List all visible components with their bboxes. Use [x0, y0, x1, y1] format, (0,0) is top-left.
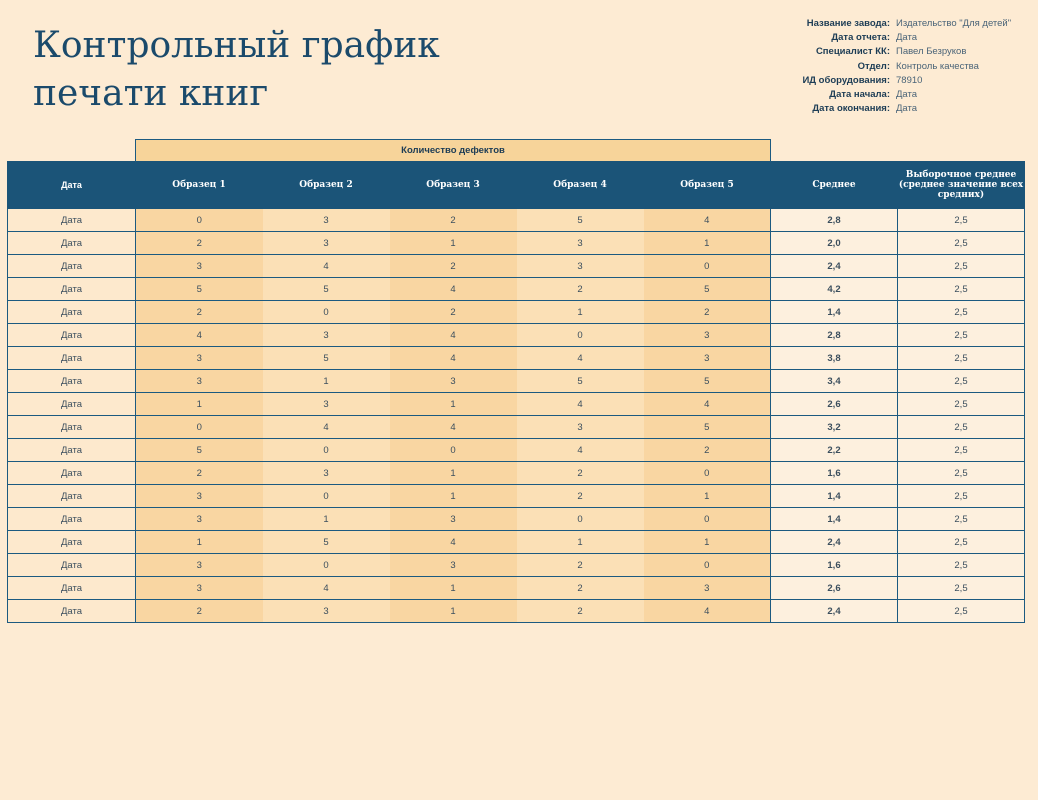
- table-body: [8, 209, 1025, 623]
- cell-grand-average[interactable]: 2,5: [898, 255, 1025, 278]
- cell-sample-5[interactable]: 3: [644, 577, 771, 600]
- cell-average[interactable]: 1,4: [771, 301, 898, 324]
- column-header-sample-1[interactable]: Образец 1: [136, 162, 263, 209]
- cell-sample-2[interactable]: 5: [263, 531, 390, 554]
- cell-average[interactable]: 2,6: [771, 577, 898, 600]
- cell-sample-3[interactable]: 1: [390, 600, 517, 623]
- cell-sample-4[interactable]: 1: [517, 531, 644, 554]
- cell-average[interactable]: 1,4: [771, 508, 898, 531]
- cell-average[interactable]: 2,4: [771, 600, 898, 623]
- cell-sample-1[interactable]: 5: [136, 439, 263, 462]
- cell-sample-5[interactable]: 5: [644, 370, 771, 393]
- table-row: [8, 508, 1025, 531]
- cell-average[interactable]: 2,2: [771, 439, 898, 462]
- cell-sample-3[interactable]: 3: [390, 508, 517, 531]
- info-value[interactable]: Дата: [896, 103, 918, 115]
- info-label: ИД оборудования:: [802, 74, 890, 86]
- info-label: Отдел:: [857, 60, 890, 72]
- defects-table: [7, 139, 1025, 623]
- report-info: [760, 17, 1030, 116]
- cell-date[interactable]: Дата: [8, 278, 136, 301]
- column-header-row: [8, 162, 1025, 209]
- cell-sample-2[interactable]: 0: [263, 439, 390, 462]
- cell-sample-1[interactable]: 5: [136, 278, 263, 301]
- cell-date[interactable]: Дата: [8, 393, 136, 416]
- cell-sample-1[interactable]: 0: [136, 416, 263, 439]
- cell-sample-2[interactable]: 3: [263, 393, 390, 416]
- cell-sample-3[interactable]: 3: [390, 370, 517, 393]
- cell-sample-2[interactable]: 3: [263, 462, 390, 485]
- cell-sample-4[interactable]: 0: [517, 324, 644, 347]
- cell-sample-5[interactable]: 0: [644, 554, 771, 577]
- cell-sample-3[interactable]: 1: [390, 577, 517, 600]
- cell-sample-2[interactable]: 4: [263, 255, 390, 278]
- cell-date[interactable]: Дата: [8, 531, 136, 554]
- info-label: Дата отчета:: [831, 32, 890, 44]
- cell-sample-2[interactable]: 0: [263, 485, 390, 508]
- cell-sample-3[interactable]: 1: [390, 232, 517, 255]
- cell-sample-5[interactable]: 0: [644, 508, 771, 531]
- cell-sample-3[interactable]: 4: [390, 416, 517, 439]
- column-header-average[interactable]: Среднее: [771, 162, 898, 209]
- cell-sample-1[interactable]: 3: [136, 577, 263, 600]
- cell-date[interactable]: Дата: [8, 301, 136, 324]
- column-header-sample-5[interactable]: Образец 5: [644, 162, 771, 209]
- cell-sample-4[interactable]: 5: [517, 370, 644, 393]
- cell-grand-average[interactable]: 2,5: [898, 393, 1025, 416]
- cell-sample-1[interactable]: 3: [136, 347, 263, 370]
- cell-average[interactable]: 2,8: [771, 324, 898, 347]
- column-header-grand-average[interactable]: Выборочное среднее (среднее значение всех средних): [898, 162, 1025, 209]
- info-value[interactable]: Дата: [896, 89, 918, 101]
- cell-sample-1[interactable]: 3: [136, 370, 263, 393]
- cell-sample-2[interactable]: 0: [263, 554, 390, 577]
- cell-sample-5[interactable]: 1: [644, 485, 771, 508]
- cell-average[interactable]: 4,2: [771, 278, 898, 301]
- cell-average[interactable]: 1,6: [771, 554, 898, 577]
- cell-date[interactable]: Дата: [8, 554, 136, 577]
- cell-sample-2[interactable]: 3: [263, 600, 390, 623]
- cell-sample-2[interactable]: 0: [263, 301, 390, 324]
- cell-sample-2[interactable]: 5: [263, 347, 390, 370]
- cell-sample-3[interactable]: 1: [390, 462, 517, 485]
- cell-date[interactable]: Дата: [8, 485, 136, 508]
- cell-sample-1[interactable]: 1: [136, 393, 263, 416]
- cell-sample-3[interactable]: 1: [390, 485, 517, 508]
- cell-sample-4[interactable]: 2: [517, 600, 644, 623]
- cell-sample-2[interactable]: 1: [263, 508, 390, 531]
- cell-average[interactable]: 2,8: [771, 209, 898, 232]
- cell-sample-2[interactable]: 3: [263, 209, 390, 232]
- cell-sample-3[interactable]: 4: [390, 347, 517, 370]
- cell-grand-average[interactable]: 2,5: [898, 347, 1025, 370]
- cell-grand-average[interactable]: 2,5: [898, 508, 1025, 531]
- info-value[interactable]: Издательство "Для детей": [896, 18, 1012, 29]
- cell-sample-4[interactable]: 0: [517, 508, 644, 531]
- cell-sample-1[interactable]: 3: [136, 485, 263, 508]
- cell-sample-5[interactable]: 1: [644, 232, 771, 255]
- cell-sample-2[interactable]: 5: [263, 278, 390, 301]
- info-value[interactable]: 78910: [896, 74, 923, 86]
- cell-date[interactable]: Дата: [8, 439, 136, 462]
- cell-sample-2[interactable]: 1: [263, 370, 390, 393]
- cell-sample-4[interactable]: 2: [517, 462, 644, 485]
- cell-sample-4[interactable]: 4: [517, 393, 644, 416]
- column-header-sample-4[interactable]: Образец 4: [517, 162, 644, 209]
- table-row: [8, 462, 1025, 485]
- info-row-end-date: [760, 102, 1030, 116]
- info-row-specialist: [760, 45, 1030, 59]
- cell-date[interactable]: Дата: [8, 255, 136, 278]
- cell-sample-5[interactable]: 3: [644, 347, 771, 370]
- info-label: Специалист КК:: [815, 46, 890, 58]
- cell-average[interactable]: 1,4: [771, 485, 898, 508]
- cell-sample-4[interactable]: 4: [517, 347, 644, 370]
- table-row: [8, 347, 1025, 370]
- cell-date[interactable]: Дата: [8, 370, 136, 393]
- info-row-start-date: [760, 88, 1030, 102]
- info-value[interactable]: Контроль качества: [896, 60, 979, 72]
- cell-sample-1[interactable]: 3: [136, 255, 263, 278]
- cell-sample-1[interactable]: 3: [136, 508, 263, 531]
- cell-average[interactable]: 2,4: [771, 255, 898, 278]
- cell-grand-average[interactable]: 2,5: [898, 554, 1025, 577]
- cell-sample-4[interactable]: 5: [517, 209, 644, 232]
- cell-sample-1[interactable]: 2: [136, 301, 263, 324]
- cell-sample-1[interactable]: 2: [136, 232, 263, 255]
- cell-date[interactable]: Дата: [8, 209, 136, 232]
- cell-sample-1[interactable]: 1: [136, 531, 263, 554]
- cell-sample-3[interactable]: 0: [390, 439, 517, 462]
- cell-grand-average[interactable]: 2,5: [898, 485, 1025, 508]
- table-row: [8, 209, 1025, 232]
- cell-sample-3[interactable]: 4: [390, 324, 517, 347]
- cell-date[interactable]: Дата: [8, 416, 136, 439]
- cell-sample-3[interactable]: 2: [390, 255, 517, 278]
- cell-sample-5[interactable]: 5: [644, 416, 771, 439]
- cell-sample-1[interactable]: 2: [136, 462, 263, 485]
- info-label: Название завода:: [806, 18, 890, 29]
- cell-grand-average[interactable]: 2,5: [898, 370, 1025, 393]
- info-value[interactable]: Дата: [896, 32, 918, 44]
- column-header-sample-2[interactable]: Образец 2: [263, 162, 390, 209]
- cell-grand-average[interactable]: 2,5: [898, 324, 1025, 347]
- table-row: [8, 324, 1025, 347]
- cell-sample-3[interactable]: 4: [390, 531, 517, 554]
- cell-sample-5[interactable]: 3: [644, 324, 771, 347]
- table-row: [8, 577, 1025, 600]
- cell-grand-average[interactable]: 2,5: [898, 577, 1025, 600]
- cell-sample-5[interactable]: 2: [644, 439, 771, 462]
- page-title-line-1: Контрольный график: [33, 25, 440, 66]
- table-row: [8, 531, 1025, 554]
- cell-sample-4[interactable]: 2: [517, 577, 644, 600]
- cell-sample-5[interactable]: 4: [644, 393, 771, 416]
- cell-average[interactable]: 2,6: [771, 393, 898, 416]
- table-row: [8, 232, 1025, 255]
- table-row: [8, 439, 1025, 462]
- cell-sample-5[interactable]: 5: [644, 278, 771, 301]
- cell-sample-5[interactable]: 1: [644, 531, 771, 554]
- table-row: [8, 600, 1025, 623]
- cell-sample-4[interactable]: 4: [517, 439, 644, 462]
- cell-sample-5[interactable]: 0: [644, 255, 771, 278]
- info-row-department: [760, 60, 1030, 74]
- cell-date[interactable]: Дата: [8, 577, 136, 600]
- cell-sample-1[interactable]: 3: [136, 554, 263, 577]
- cell-sample-4[interactable]: 2: [517, 485, 644, 508]
- cell-sample-2[interactable]: 3: [263, 324, 390, 347]
- cell-average[interactable]: 2,4: [771, 531, 898, 554]
- info-label: Дата окончания:: [812, 103, 890, 115]
- cell-grand-average[interactable]: 2,5: [898, 209, 1025, 232]
- cell-sample-4[interactable]: 2: [517, 278, 644, 301]
- cell-date[interactable]: Дата: [8, 508, 136, 531]
- cell-sample-1[interactable]: 4: [136, 324, 263, 347]
- cell-sample-1[interactable]: 0: [136, 209, 263, 232]
- info-row-equipment-id: [760, 74, 1030, 88]
- table-row: [8, 554, 1025, 577]
- table-row: [8, 393, 1025, 416]
- cell-sample-4[interactable]: 3: [517, 416, 644, 439]
- info-value[interactable]: Павел Безруков: [896, 46, 967, 58]
- cell-sample-5[interactable]: 2: [644, 301, 771, 324]
- table-row: [8, 485, 1025, 508]
- column-header-date[interactable]: Дата: [8, 162, 136, 209]
- info-row-report-date: [760, 31, 1030, 45]
- cell-sample-3[interactable]: 4: [390, 278, 517, 301]
- cell-sample-4[interactable]: 3: [517, 255, 644, 278]
- defects-count-header: Количество дефектов: [136, 140, 771, 162]
- table-row: [8, 255, 1025, 278]
- cell-sample-2[interactable]: 4: [263, 577, 390, 600]
- cell-grand-average[interactable]: 2,5: [898, 301, 1025, 324]
- cell-grand-average[interactable]: 2,5: [898, 462, 1025, 485]
- cell-average[interactable]: 3,2: [771, 416, 898, 439]
- info-label: Дата начала:: [829, 89, 890, 101]
- cell-sample-2[interactable]: 3: [263, 232, 390, 255]
- cell-date[interactable]: Дата: [8, 600, 136, 623]
- page-title: [33, 22, 493, 118]
- cell-sample-5[interactable]: 4: [644, 600, 771, 623]
- page-title-line-2: печати книг: [33, 73, 269, 114]
- cell-sample-2[interactable]: 4: [263, 416, 390, 439]
- cell-sample-3[interactable]: 2: [390, 209, 517, 232]
- cell-date[interactable]: Дата: [8, 324, 136, 347]
- cell-date[interactable]: Дата: [8, 347, 136, 370]
- cell-date[interactable]: Дата: [8, 232, 136, 255]
- group-header-row: [8, 140, 1025, 162]
- cell-average[interactable]: 1,6: [771, 462, 898, 485]
- cell-sample-3[interactable]: 1: [390, 393, 517, 416]
- cell-sample-1[interactable]: 2: [136, 600, 263, 623]
- cell-grand-average[interactable]: 2,5: [898, 439, 1025, 462]
- cell-average[interactable]: 2,0: [771, 232, 898, 255]
- cell-grand-average[interactable]: 2,5: [898, 600, 1025, 623]
- cell-average[interactable]: 3,4: [771, 370, 898, 393]
- table-row: [8, 278, 1025, 301]
- cell-sample-3[interactable]: 2: [390, 301, 517, 324]
- cell-grand-average[interactable]: 2,5: [898, 531, 1025, 554]
- cell-average[interactable]: 3,8: [771, 347, 898, 370]
- cell-sample-5[interactable]: 4: [644, 209, 771, 232]
- table-row: [8, 416, 1025, 439]
- cell-grand-average[interactable]: 2,5: [898, 232, 1025, 255]
- info-row-plant: [760, 17, 1030, 31]
- cell-sample-4[interactable]: 2: [517, 554, 644, 577]
- cell-grand-average[interactable]: 2,5: [898, 278, 1025, 301]
- cell-sample-4[interactable]: 1: [517, 301, 644, 324]
- cell-sample-3[interactable]: 3: [390, 554, 517, 577]
- cell-sample-5[interactable]: 0: [644, 462, 771, 485]
- table-row: [8, 370, 1025, 393]
- cell-date[interactable]: Дата: [8, 462, 136, 485]
- table-row: [8, 301, 1025, 324]
- column-header-sample-3[interactable]: Образец 3: [390, 162, 517, 209]
- cell-grand-average[interactable]: 2,5: [898, 416, 1025, 439]
- cell-sample-4[interactable]: 3: [517, 232, 644, 255]
